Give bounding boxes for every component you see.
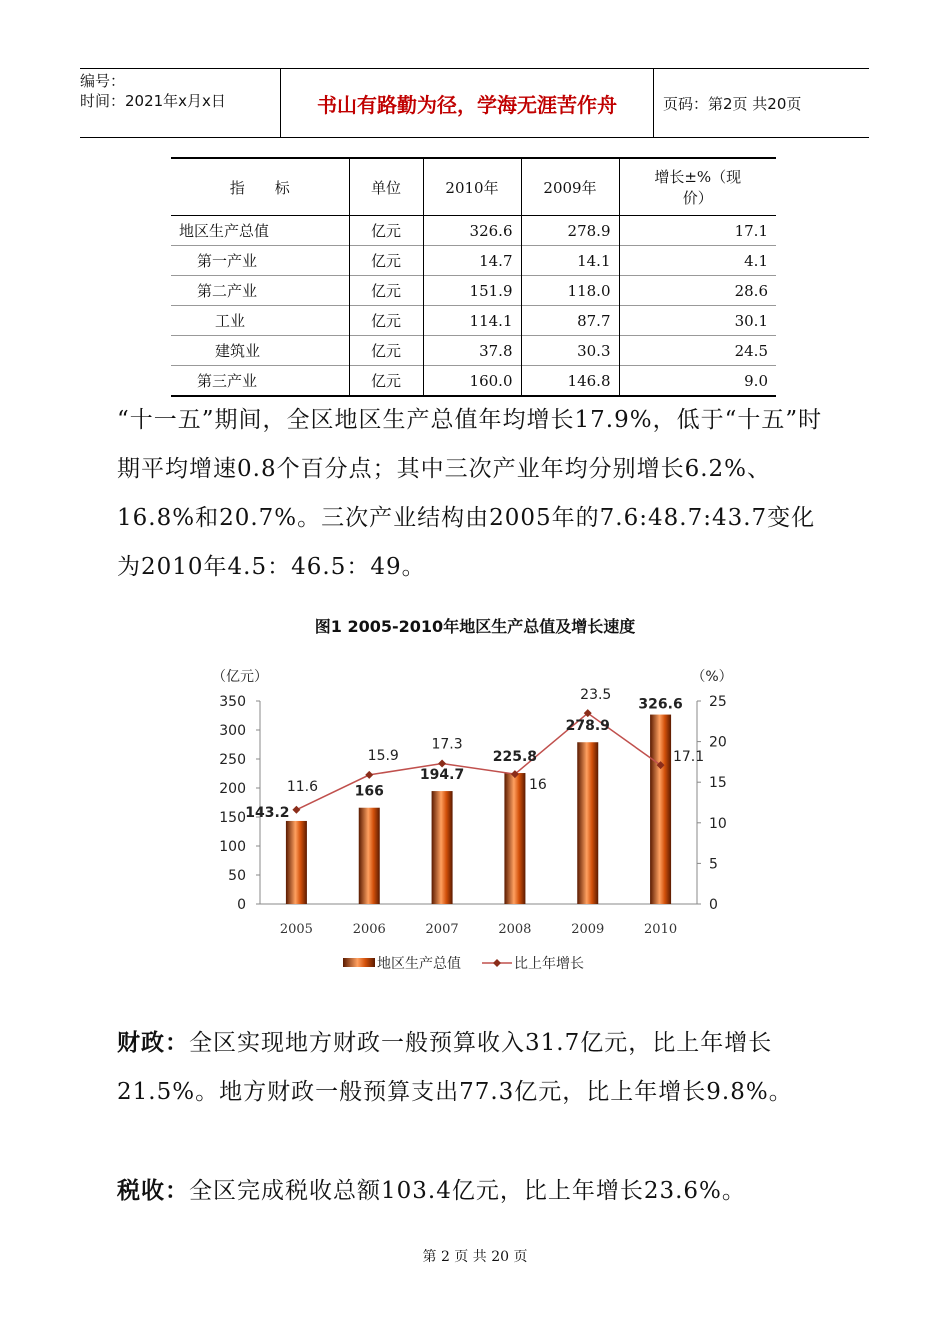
y-left-tick-label: 0	[237, 897, 246, 913]
cell-unit: 亿元	[349, 246, 423, 276]
col-header-2009: 2009年	[521, 158, 619, 216]
cell-indicator: 建筑业	[215, 342, 261, 360]
y-left-tick-label: 100	[219, 839, 246, 855]
x-tick-label: 2009	[571, 922, 605, 937]
table-header-row	[171, 158, 776, 216]
cell-growth: 17.1	[619, 216, 776, 246]
paragraph-finance	[117, 1018, 832, 1117]
gdp-chart	[0, 650, 950, 990]
header-slogan: 书山有路勤为径，学海无涯苦作舟	[280, 69, 654, 137]
table-row	[171, 246, 776, 276]
legend-bar-label: 地区生产总值	[377, 956, 461, 972]
legend-line-marker	[493, 959, 501, 967]
bar-data-label: 278.9	[565, 718, 610, 735]
bar-data-label: 225.8	[492, 749, 538, 766]
cell-indicator: 地区生产总值	[179, 222, 270, 240]
tax-text: 全区完成税收总额103.4亿元，比上年增长23.6%。	[189, 1178, 746, 1204]
cell-unit: 亿元	[349, 306, 423, 336]
y-right-tick-label: 0	[709, 897, 718, 913]
page-footer: 第 2 页 共 20 页	[422, 1249, 528, 1265]
line-data-label: 11.6	[286, 778, 319, 795]
bar-gdp	[359, 808, 380, 904]
bar-gdp	[432, 791, 453, 904]
cell-2010: 14.7	[423, 246, 521, 276]
cell-2009: 118.0	[521, 276, 619, 306]
x-tick-label: 2006	[352, 922, 386, 937]
cell-unit: 亿元	[349, 336, 423, 366]
bar-gdp	[577, 742, 598, 904]
header-info	[80, 69, 280, 139]
y-left-tick-label: 350	[219, 694, 246, 710]
cell-2009: 278.9	[521, 216, 619, 246]
table-row	[171, 366, 776, 397]
gdp-table	[171, 157, 776, 397]
cell-growth: 30.1	[619, 306, 776, 336]
cell-growth: 4.1	[619, 246, 776, 276]
cell-2010: 114.1	[423, 306, 521, 336]
finance-text: 全区实现地方财政一般预算收入31.7亿元，比上年增长21.5%。地方财政一般预算支出77.3亿元，比上年增长9.8%。	[117, 1030, 793, 1105]
line-data-label: 17.3	[431, 736, 463, 753]
page-header	[80, 68, 869, 138]
time-label: 时间：2021年x月x日	[80, 92, 226, 110]
y-left-tick-label: 250	[219, 752, 246, 768]
cell-2010: 160.0	[423, 366, 521, 397]
y-left-axis-label: （亿元）	[212, 669, 268, 685]
line-data-label: 23.5	[580, 687, 612, 704]
cell-2010: 151.9	[423, 276, 521, 306]
line-data-label: 16	[529, 777, 547, 794]
growth-marker	[292, 806, 300, 814]
growth-marker	[365, 771, 373, 779]
y-left-tick-label: 50	[228, 868, 246, 884]
y-left-tick-label: 300	[219, 723, 246, 739]
y-right-tick-label: 15	[709, 775, 727, 792]
bar-data-label: 194.7	[419, 767, 465, 784]
col-header-2010: 2010年	[423, 158, 521, 216]
legend-bar-swatch	[343, 958, 375, 967]
paragraph-tax	[117, 1166, 832, 1216]
cell-indicator: 第三产业	[197, 372, 258, 390]
table-row	[171, 306, 776, 336]
cell-growth: 9.0	[619, 366, 776, 397]
code-label: 编号：	[80, 72, 126, 90]
y-right-axis-label: （%）	[691, 669, 733, 685]
cell-2009: 14.1	[521, 246, 619, 276]
col-header-unit: 单位	[349, 158, 423, 216]
cell-indicator: 工业	[215, 312, 246, 330]
cell-unit: 亿元	[349, 276, 423, 306]
chart-title: 图1 2005-2010年地区生产总值及增长速度	[314, 617, 636, 636]
cell-growth: 24.5	[619, 336, 776, 366]
cell-unit: 亿元	[349, 366, 423, 397]
cell-2009: 30.3	[521, 336, 619, 366]
cell-unit: 亿元	[349, 216, 423, 246]
tax-label: 税收：	[117, 1177, 189, 1204]
y-right-tick-label: 10	[709, 815, 727, 832]
y-left-tick-label: 200	[219, 781, 246, 797]
y-right-tick-label: 5	[709, 856, 718, 873]
paragraph-gdp-growth: “十一五”期间，全区地区生产总值年均增长17.9%，低于“十五”时期平均增速0.8个百分点；其中三次产业年均分别增长6.2%、16.8%和20.7%。三次产业结构由2005年的7.6:48.7:43.7变化为2010年4.5：46.5：49。	[117, 407, 823, 580]
y-left-tick-label: 150	[219, 810, 246, 826]
col-header-indicator: 指 标	[229, 178, 290, 197]
table-row	[171, 276, 776, 306]
bar-data-label: 143.2	[245, 804, 290, 821]
col-header-growth: 增长±%（现价）	[619, 158, 776, 216]
cell-2010: 37.8	[423, 336, 521, 366]
cell-2010: 326.6	[423, 216, 521, 246]
cell-growth: 28.6	[619, 276, 776, 306]
x-tick-label: 2005	[279, 922, 313, 937]
bar-gdp	[650, 715, 671, 904]
line-data-label: 15.9	[367, 747, 399, 764]
header-page-label: 页码：第2页 共20页	[663, 94, 802, 113]
legend-line-label: 比上年增长	[514, 956, 584, 972]
x-tick-label: 2008	[498, 922, 532, 937]
finance-label: 财政：	[117, 1029, 189, 1056]
x-tick-label: 2010	[644, 922, 678, 937]
bar-data-label: 166	[354, 783, 384, 800]
cell-indicator: 第一产业	[197, 252, 258, 270]
line-data-label: 17.1	[672, 749, 705, 766]
bar-data-label: 326.6	[638, 696, 683, 713]
y-right-tick-label: 20	[709, 734, 727, 751]
x-tick-label: 2007	[425, 922, 459, 937]
cell-2009: 146.8	[521, 366, 619, 397]
bar-gdp	[504, 773, 525, 904]
cell-indicator: 第二产业	[197, 282, 258, 300]
bar-gdp	[286, 821, 307, 904]
cell-2009: 87.7	[521, 306, 619, 336]
table-row	[171, 336, 776, 366]
y-right-tick-label: 25	[709, 694, 727, 710]
table-row	[171, 216, 776, 246]
